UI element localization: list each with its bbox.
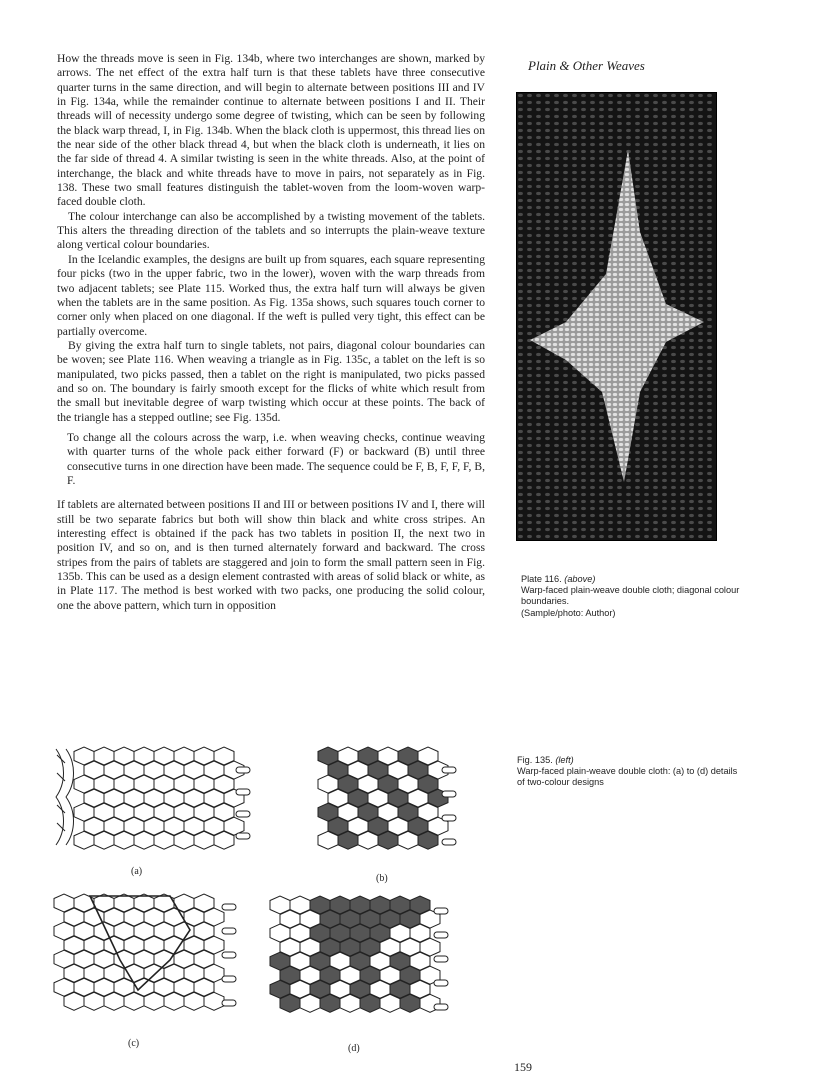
body-text (57, 52, 485, 613)
figure-135a-drawing (52, 743, 262, 865)
plate-116-photo (516, 92, 717, 541)
figure-135b-drawing (312, 745, 462, 865)
indented-paragraph: To change all the colours across the warp, i.e. when weaving checks, continue weaving with quarter turns of the whole pack either forward (F) or backward (B) until three consecutive turns in one direction have been made. The sequence could be F, B, F, F, F, B, F. (67, 430, 485, 487)
page-number: 159 (514, 1060, 532, 1074)
paragraph: If tablets are alternated between positions II and III or between positions IV and I, there will still be two separate fabrics but both will show thin black and white cross stripes. An interesting effect is obtained if the pack has two tablets in position II, the next two in position IV, and so on, and is then turned alternately forward and backward. The cross stripes from the pairs of tablets are staggered and join to form the small pattern seen in Fig. 135b. This can be used as a design element contrasted with areas of solid black or white, as in Plate 117. The method is best worked with two packs, one producing the solid colour, one the above pattern, which turn in opposition (57, 498, 485, 612)
plate-caption-text: Warp-faced plain-weave double cloth; diagonal colour boundaries. (521, 585, 740, 607)
plate-caption-position: (above) (564, 574, 596, 584)
figure-label-a: (a) (131, 866, 143, 877)
figure-caption (517, 755, 747, 789)
running-header: Plain & Other Weaves (528, 58, 645, 73)
figure-caption-position: (left) (555, 755, 574, 765)
paragraph: In the Icelandic examples, the designs are built up from squares, each square representing four picks (two in the upper fabric, two in the lower), woven with the warp threads from two adjacent tablets; see Plate 115. Worked thus, the extra half turn will always be given when the tablets are in the same position. As Fig. 135a shows, such squares touch corner to corner only when placed on one diagonal. If the weft is pulled very tight, this effect can be partially overcome. (57, 252, 485, 338)
figure-label-d: (d) (348, 1043, 360, 1054)
plate-caption-title: Plate 116. (521, 574, 562, 584)
figure-135d-drawing (266, 892, 456, 1032)
figure-caption-text: Warp-faced plain-weave double cloth: (a) to (d) details of two-colour designs (517, 766, 738, 788)
paragraph: How the threads move is seen in Fig. 134b, where two interchanges are shown, marked by arrows. The net effect of the extra half turn is that these tablets have three consecutive quarter turns in the same direction, and will begin to alternate between positions III and IV in Fig. 134a, while the remainder continue to alternate between positions I and II. Their threads will of necessity undergo some degree of twisting, which can be seen by following the black warp thread, I, in Fig. 134b. When the black cloth is uppermost, this thread lies on the near side of the other black thread 4, but when the black cloth is underneath, it lies on the far side of thread 4. A similar twisting is seen in the white threads. Also, at the point of interchange, the black and white threads have to move in pairs, not separately as in Fig. 138. These two small features distinguish the tablet-woven from the loom-woven warp-faced double cloth. (57, 52, 485, 209)
plate-caption (521, 574, 751, 619)
figure-label-c: (c) (128, 1038, 140, 1049)
plate-caption-credit: (Sample/photo: Author) (521, 607, 616, 618)
paragraph: By giving the extra half turn to single tablets, not pairs, diagonal colour boundaries can be woven; see Plate 116. When weaving a triangle as in Fig. 135c, a tablet on the left is so manipulated, two picks passed, then a tablet on the right is manipulated, two picks passed and so on. The boundary is fairly smooth except for the flicks of white which result from the small but inevitable degree of warp twisting which occur at these points. The back of the triangle has a stepped outline; see Fig. 135d. (57, 338, 485, 424)
figure-label-b: (b) (376, 873, 388, 884)
paragraph: The colour interchange can also be accomplished by a twisting movement of the tablets. This alters the threading direction of the tablets and so interrupts the plain-weave texture along vertical colour boundaries. (57, 209, 485, 252)
figure-caption-title: Fig. 135. (517, 755, 553, 765)
figure-135c-drawing (50, 890, 250, 1030)
